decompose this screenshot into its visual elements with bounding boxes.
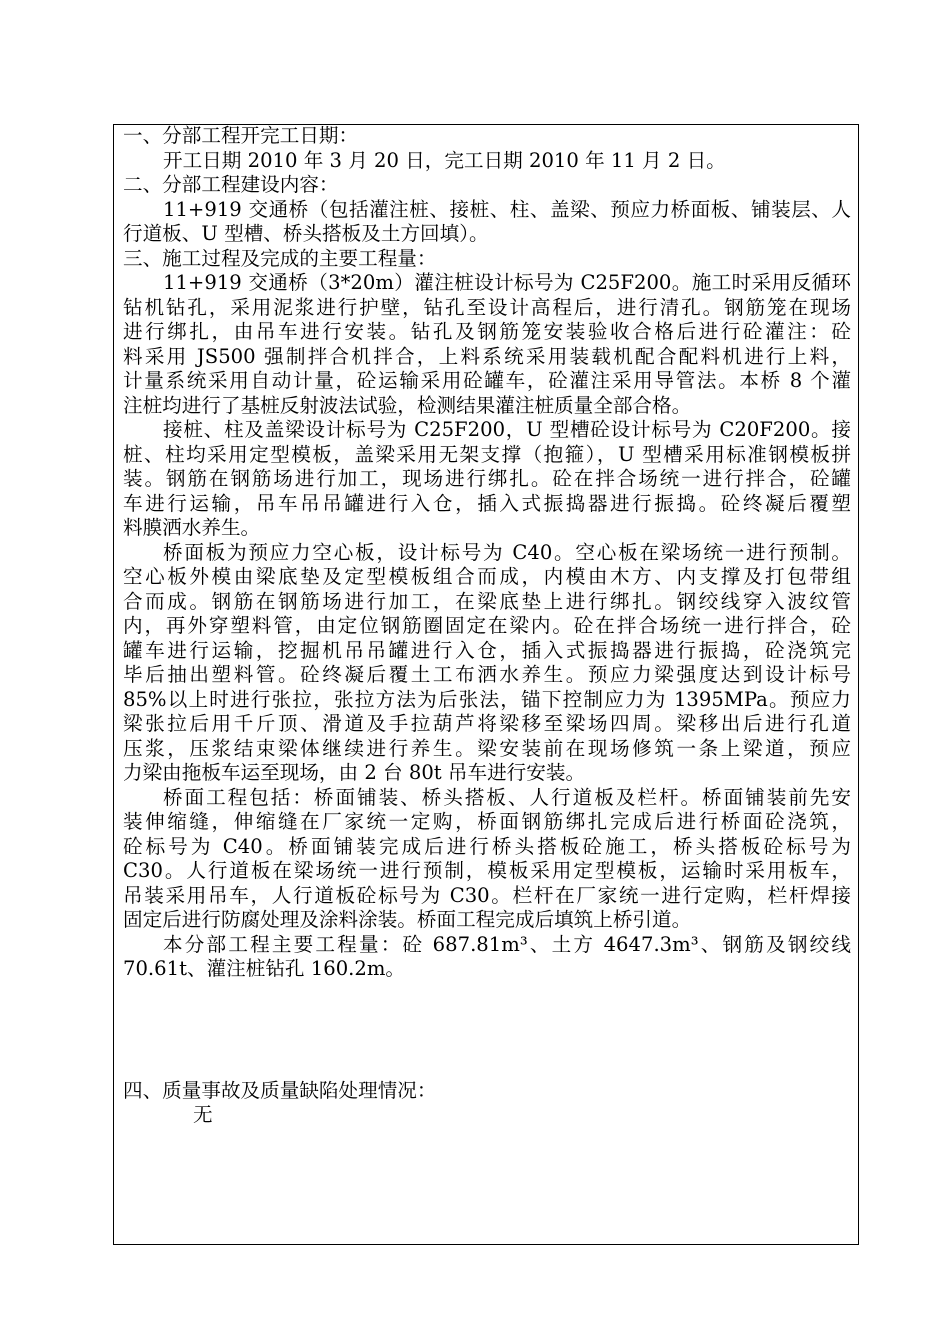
paragraph-line: 桥面工程包括：桥面铺装、桥头搭板、人行道板及栏杆。桥面铺装前先安 <box>163 785 851 809</box>
section-3-heading: 三、施工过程及完成的主要工程量： <box>123 246 437 270</box>
quantities-line: 70.61t、灌注桩钻孔 160.2m。 <box>123 957 406 980</box>
section-2-line: 行道板、U 型槽、桥头搭板及土方回填）。 <box>123 222 489 245</box>
paragraph-line: 合而成。钢筋在钢筋场进行加工，在梁底垫上进行绑扎。钢绞线穿入波纹管 <box>123 589 851 613</box>
section-2-line: 11+919 交通桥（包括灌注桩、接桩、柱、盖梁、预应力桥面板、铺装层、人 <box>163 197 851 221</box>
paragraph-line: C30。人行道板在梁场统一进行预制，模板采用定型模板，运输时采用板车， <box>123 859 851 882</box>
paragraph-line: 计量系统采用自动计量，砼运输采用砼罐车，砼灌注采用导管法。本桥 8 个灌 <box>123 369 851 392</box>
section-1-dates: 开工日期 2010 年 3 月 20 日，完工日期 2010 年 11 月 2 日。 <box>163 148 726 172</box>
blank-space <box>123 982 851 1079</box>
paragraph-line: 钻机钻孔，采用泥浆进行护壁，钻孔至设计高程后，进行清孔。钢筋笼在现场 <box>123 295 851 319</box>
quantities-line: 本分部工程主要工程量：砼 687.81m³、土方 4647.3m³、钢筋及钢绞线 <box>163 932 851 956</box>
paragraph-line: 毕后抽出塑料管。砼终凝后覆土工布洒水养生。预应力梁强度达到设计标号 <box>123 663 851 686</box>
section-1-heading: 一、分部工程开完工日期： <box>123 124 359 147</box>
paragraph-line: 罐车进行运输，挖掘机吊吊罐进行入仓，插入式振捣器进行振捣，砼浇筑完 <box>123 638 851 662</box>
paragraph-line: 桥面板为预应力空心板，设计标号为 C40。空心板在梁场统一进行预制。 <box>163 540 851 564</box>
paragraph-line: 砼标号为 C40。桥面铺装完成后进行桥头搭板砼施工，桥头搭板砼标号为 <box>123 834 851 858</box>
paragraph-line: 接桩、柱及盖梁设计标号为 C25F200，U 型槽砼设计标号为 C20F200。接 <box>163 418 851 441</box>
section-2-heading: 二、分部工程建设内容： <box>123 173 339 196</box>
paragraph-line: 车进行运输，吊车吊吊罐进行入仓，插入式振捣器进行振捣。砼终凝后覆塑 <box>123 491 851 515</box>
paragraph-line: 85%以上时进行张拉，张拉方法为后张法，锚下控制应力为 1395MPa。预应力 <box>123 687 851 711</box>
paragraph-line: 吊装采用吊车，人行道板砼标号为 C30。栏杆在厂家统一进行定购，栏杆焊接 <box>123 883 851 907</box>
paragraph-line: 空心板外模由梁底垫及定型模板组合而成，内模由木方、内支撑及打包带组 <box>123 565 851 588</box>
paragraph-line: 装伸缩缝，伸缩缝在厂家统一定购，桥面钢筋绑扎完成后进行桥面砼浇筑， <box>123 810 851 833</box>
section-4-heading: 四、质量事故及质量缺陷处理情况： <box>123 1078 437 1102</box>
paragraph-line: 桩、柱均采用定型模板，盖梁采用无架支撑（抱箍），U 型槽采用标准钢模板拼 <box>123 442 851 466</box>
paragraph-line: 料膜洒水养生。 <box>123 516 261 539</box>
paragraph-line: 11+919 交通桥（3*20m）灌注桩设计标号为 C25F200。施工时采用反循环 <box>163 271 851 294</box>
paragraph-line: 固定后进行防腐处理及涂料涂装。桥面工程完成后填筑上桥引道。 <box>123 908 692 931</box>
report-body <box>123 124 851 1128</box>
paragraph-line: 压浆，压浆结束梁体继续进行养生。梁安装前在现场修筑一条上梁道，预应 <box>123 736 851 760</box>
paragraph-line: 力梁由拖板车运至现场，由 2 台 80t 吊车进行安装。 <box>123 761 586 784</box>
paragraph-line: 料采用 JS500 强制拌合机拌合，上料系统采用装载机配合配料机进行上料， <box>123 344 851 368</box>
paragraph-line: 装。钢筋在钢筋场进行加工，现场进行绑扎。砼在拌合场统一进行拌合，砼罐 <box>123 467 851 490</box>
paragraph-line: 内，再外穿塑料管，由定位钢筋圈固定在梁内。砼在拌合场统一进行拌合，砼 <box>123 614 851 637</box>
paragraph-line: 进行绑扎，由吊车进行安装。钻孔及钢筋笼安装验收合格后进行砼灌注：砼 <box>123 320 851 343</box>
paragraph-line: 注桩均进行了基桩反射波法试验，检测结果灌注桩质量全部合格。 <box>123 393 692 417</box>
section-4-body: 无 <box>193 1103 213 1126</box>
paragraph-line: 梁张拉后用千斤顶、滑道及手拉葫芦将梁移至梁场四周。梁移出后进行孔道 <box>123 712 851 735</box>
